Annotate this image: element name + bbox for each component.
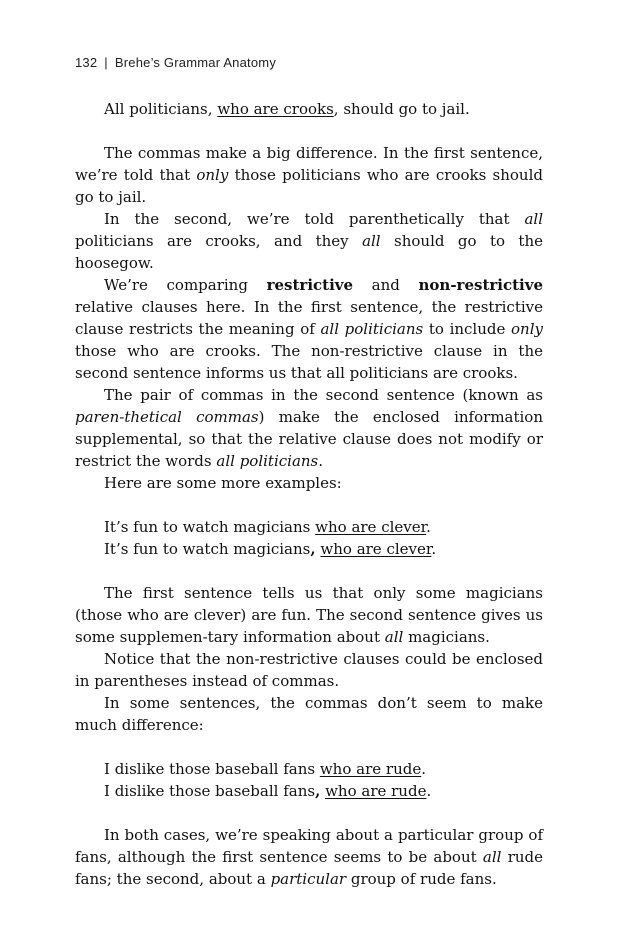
page-number: 132 bbox=[75, 55, 98, 70]
example-sentence: I dislike those baseball fans who are rude. bbox=[104, 760, 426, 778]
example-sentence: It’s fun to watch magicians who are clever. bbox=[104, 518, 431, 536]
relative-clause: who are rude bbox=[325, 782, 427, 800]
spacer bbox=[75, 802, 543, 824]
relative-clause: who are clever bbox=[320, 540, 432, 558]
term-restrictive: restrictive bbox=[266, 276, 354, 294]
spacer bbox=[75, 736, 543, 758]
spacer bbox=[75, 560, 543, 582]
paragraph: We’re comparing restrictive and non-restrictive relative clauses here. In the first sentence, the restrictive clause restricts the meaning of all politicians to include only those who are crooks. The non-restrictive clause in the second sentence informs us that all politicians are crooks. bbox=[75, 276, 543, 382]
paragraph: In the second, we’re told parenthetically that all politicians are crooks, and they all should go to the hoosegow. bbox=[75, 210, 543, 272]
paragraph: Here are some more examples: bbox=[104, 474, 342, 492]
spacer bbox=[75, 494, 543, 516]
example-sentence: It’s fun to watch magicians, who are clever. bbox=[104, 540, 437, 558]
paragraph: Notice that the non-restrictive clauses could be enclosed in parentheses instead of commas. bbox=[75, 650, 543, 690]
paragraph: The commas make a big difference. In the first sentence, we’re told that only those politicians who are crooks should go to jail. bbox=[75, 144, 543, 206]
relative-clause: who are crooks bbox=[217, 100, 334, 118]
example-sentence: I dislike those baseball fans, who are rude. bbox=[104, 782, 432, 800]
page-body bbox=[75, 98, 543, 890]
running-header bbox=[75, 52, 276, 74]
book-title: Brehe’s Grammar Anatomy bbox=[114, 55, 277, 70]
spacer bbox=[75, 120, 543, 142]
paragraph: The first sentence tells us that only some magicians (those who are clever) are fun. The second sentence gives us some supplemen-tary information about all magicians. bbox=[75, 584, 543, 646]
term-non-restrictive: non-restrictive bbox=[418, 276, 543, 294]
paragraph: In some sentences, the commas don’t seem to make much difference: bbox=[75, 694, 543, 734]
header-separator: | bbox=[104, 55, 108, 70]
example-sentence: All politicians, who are crooks, should go to jail. bbox=[104, 100, 470, 118]
relative-clause: who are rude bbox=[319, 760, 422, 778]
paragraph: In both cases, we’re speaking about a particular group of fans, although the first sentence seems to be about all rude fans; the second, about a particular group of rude fans. bbox=[75, 826, 544, 888]
relative-clause: who are clever bbox=[315, 518, 427, 536]
paragraph: The pair of commas in the second sentence (known as paren-thetical commas) make the enclosed information supplemental, so that the relative clause does not modify or restrict the words all politicians. bbox=[75, 386, 543, 470]
